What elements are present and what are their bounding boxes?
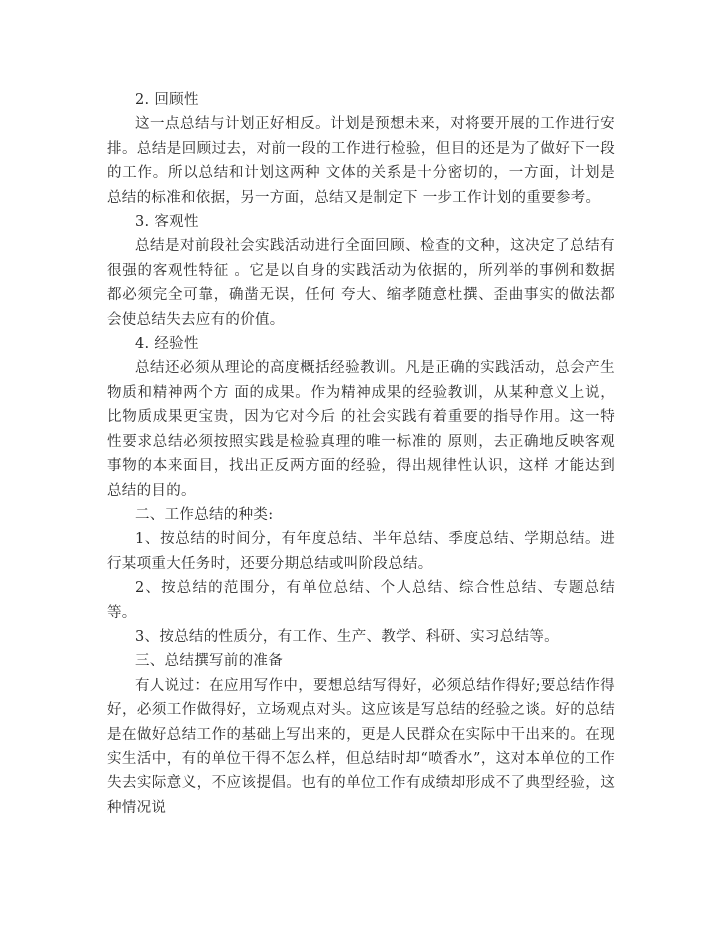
document-body bbox=[107, 88, 615, 820]
heading-review: 2. 回顾性 bbox=[135, 92, 199, 108]
paragraph-objectivity: 总结是对前段社会实践活动进行全面回顾、检查的文种，这决定了总结有很强的客观性特征 。它是以自身的实践活动为依据的，所列举的事例和数据都必须完全可靠，确凿无误，任何 夸大、缩孝随意杜撰、歪曲事实的做法都会使总结失去应有的价值。 bbox=[107, 238, 615, 328]
paragraph-experience: 总结还必须从理论的高度概括经验教训。凡是正确的实践活动，总会产生物质和精神两个方 面的成果。作为精神成果的经验教训，从某种意义上说，比物质成果更宝贵，因为它对今后 的社会实践有着重要的指导作用。这一特性要求总结必须按照实践是检验真理的唯一标准的 原则，去正确地反映客观事物的本来面目，找出正反两方面的经验，得出规律性认识，这样 才能达到总结的目的。 bbox=[107, 360, 615, 499]
heading-objectivity: 3. 客观性 bbox=[135, 214, 199, 231]
paragraph-type-nature: 3、按总结的性质分，有工作、生产、教学、科研、实习总结等。 bbox=[135, 628, 559, 645]
paragraph-type-time: 1、按总结的时间分，有年度总结、半年总结、季度总结、学期总结。进行某项重大任务时，还要分期总结或叫阶段总结。 bbox=[107, 531, 615, 572]
heading-types: 二、工作总结的种类: bbox=[135, 506, 274, 523]
heading-preparation: 三、总结撰写前的准备 bbox=[135, 653, 283, 670]
paragraph-preparation: 有人说过：在应用写作中，要想总结写得好，必须总结作得好;要总结作得好，必须工作做得好，立场观点对头。这应该是写总结的经验之谈。好的总结是在做好总结工作的基础上写出来的，更是人民群众在实际中干出来的。在现实生活中，有的单位干得不怎么样，但总结时却“喷香水”，这对本单位的工作失去实际意义，不应该提倡。也有的单位工作有成绩却形成不了典型经验，这种情况说 bbox=[107, 677, 615, 816]
paragraph-review: 这一点总结与计划正好相反。计划是预想未来，对将要开展的工作进行安排。总结是回顾过去，对前一段的工作进行检验，但目的还是为了做好下一段的工作。所以总结和计划这两种 文体的关系是十分密切的，一方面，计划是总结的标准和依据，另一方面，总结又是制定下 一步工作计划的重要参考。 bbox=[107, 116, 615, 206]
heading-experience: 4. 经验性 bbox=[135, 336, 199, 353]
paragraph-type-scope: 2、按总结的范围分，有单位总结、个人总结、综合性总结、专题总结等。 bbox=[107, 580, 615, 621]
